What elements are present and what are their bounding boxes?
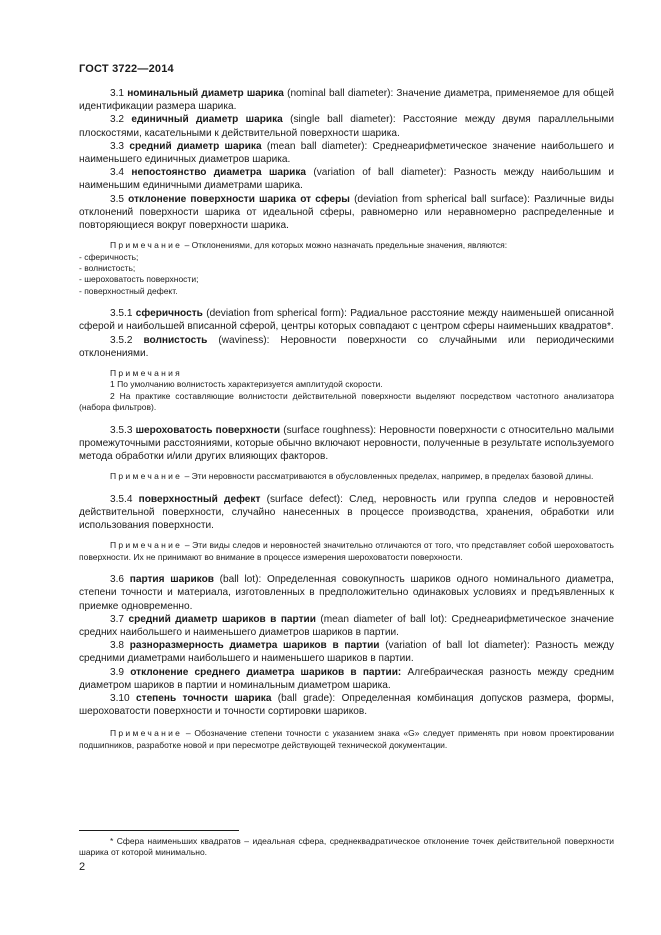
clause-term: единичный диаметр шарика [131,114,283,126]
clause-definition: (nominal ball diameter): Значение диаметра, применяемое для общей идентификации размера шарика. [79,88,614,113]
clause-3-2 [79,113,614,139]
clause-number: 3.8 [110,640,130,652]
footnote-divider [79,830,239,831]
clause-term: отклонение среднего диаметра шариков в партии: [130,666,402,678]
clause-definition: (surface roughness): Неровности поверхности с относительно малыми промежуточными расстояниями, которые обычно включают неровности, полученные в результате используемого метода обработки и/или других влияющих факторов. [79,424,614,463]
note-3-5 [79,240,614,251]
clause-definition: (ball lot): Определенная совокупность шариков одного номинального диаметра, степени точности и материала, изготовленных в предположительно одинаковых условиях и предъявленных к приемке одновременно. [79,574,614,612]
clause-3-5 [79,193,614,233]
clause-3-9 [79,666,614,692]
note-label: Примечание [110,240,183,251]
note-list-item: - шероховатость поверхности; [79,274,199,285]
note-label: Примечание [110,471,183,482]
footnote: * Сфера наименьших квадратов – идеальная сфера, среднеквадратическое отклонение точек действительной поверхности шарика от которой минимально. [79,836,614,858]
clause-number: 3.4 [110,167,132,179]
clause-term: отклонение поверхности шарика от сферы [128,193,350,205]
note-3-10 [79,728,614,751]
clause-term: партия шариков [129,574,214,586]
clause-3-3 [79,140,614,166]
note-text: – Эти неровности рассматриваются в обусловленных пределах, например, в пределах базовой длины. [182,471,594,482]
page-header: ГОСТ 3722—2014 [79,63,174,75]
clause-number: 3.5.2 [110,334,144,346]
clause-term: номинальный диаметр шарика [127,88,284,99]
note-item-1: 1 По умолчанию волнистость характеризуется амплитудой скорости. [110,379,383,390]
clause-definition: (variation of ball lot diameter): Разность между средними диаметрами наибольшего и наименьшего шариков в партии. [79,640,614,665]
note-text: – Обозначение степени точности с указанием знака «G» следует применять при новом проектировании подшипников, разработке новой и при пересмотре действующей технической документации. [79,728,614,750]
note-3-5-3 [79,471,614,482]
note-3-5-4 [79,540,614,563]
note-label: Примечание [110,728,183,739]
note-text: – Отклонениями, для которых можно назначать предельные значения, являются: [182,240,508,251]
note-text: – Эти виды следов и неровностей значительно отличаются от того, что представляет собой шероховатость поверхности. Их не принимают во внимание в процессе измерения шероховатости поверхности. [79,540,614,562]
clause-term: средний диаметр шариков в партии [128,613,316,625]
clause-definition: Алгебраическая разность между средним диаметром шариков в партии и номинальным диаметром шарика. [79,666,615,691]
clause-number: 3.9 [110,666,131,678]
clause-3-8 [79,639,614,665]
clause-term: шероховатость поверхности [135,424,281,436]
clause-number: 3.10 [110,692,137,704]
clause-number: 3.5.3 [110,424,136,436]
note-3-5-2 [79,368,614,379]
clause-3-5-4 [79,493,614,533]
clause-number: 3.5.4 [110,493,139,505]
clause-number: 3.7 [110,613,129,625]
clause-term: средний диаметр шарика [129,140,262,152]
clause-term: волнистость [143,334,208,346]
clause-3-1 [79,87,614,113]
clause-number: 3.5 [110,193,129,205]
clause-definition: (mean diameter of ball lot): Среднеарифметическое значение средних наибольшего и наименьшего диаметров шариков в партии. [79,613,614,638]
clause-3-5-3 [79,424,614,464]
note-list-item: - сферичность; [79,251,139,262]
clause-definition: (variation of ball diameter): Разность между наибольшим и наименьшим единичными диаметрами шарика. [79,167,614,192]
clause-number: 3.6 [110,574,130,586]
clause-number: 3.2 [110,114,132,126]
clause-definition: (waviness): Неровности поверхности со случайными или периодическими отклонениями. [79,334,614,359]
note-list-item: - поверхностный дефект. [79,285,178,296]
clause-number: 3.5.1 [110,308,136,320]
clause-term: поверхностный дефект [138,493,261,505]
clause-term: степень точности шарика [136,692,272,704]
note-list-item: - волнистость; [79,263,136,274]
clause-3-10 [79,692,614,718]
clause-definition: (single ball diameter): Расстояние между двумя параллельными плоскостями, касательными к действительной поверхности шарика. [79,114,615,139]
clause-3-6 [79,573,614,613]
clause-3-7 [79,613,614,639]
clause-definition: (ball grade): Определенная комбинация допусков размера, формы, шероховатости поверхности и точности сортировки шариков. [79,692,614,718]
clause-term: непостоянство диаметра шарика [131,167,307,179]
note-label: Примечание [110,540,183,551]
clause-definition: (deviation from spherical ball surface): Различные виды отклонений поверхности шарика от идеальной сферы, равномерно или неравномерно распределенные и повторяющиеся вокруг поверхности шарика. [79,193,614,232]
clause-3-5-2 [79,334,614,360]
clause-definition: (mean ball diameter): Среднеарифметическое значение наибольшего и наименьшего единичных диаметров шарика. [79,140,615,166]
note-label: Примечания [110,368,183,379]
note-item-2: 2 На практике составляющие волнистости действительной поверхности выделяют посредством частотного анализатора (набора фильтров). [79,390,614,413]
page-number: 2 [79,861,86,873]
clause-term: сферичность [135,308,203,320]
clause-number: 3.3 [110,140,130,152]
clause-definition: (surface defect): След, неровность или группа следов и неровностей действительной поверхности, случайно нанесенных в процессе производства, хранения, обработки или использования поверхности. [79,493,614,532]
clause-term: разноразмерность диаметра шариков в партии [129,640,380,652]
clause-3-5-1 [79,307,614,333]
clause-definition: (deviation from spherical form): Радиальное расстояние между наименьшей описанной сферой и наибольшей вписанной сферой, центры которых совпадают с центром сферы наименьших квадратов*. [79,308,614,333]
clause-number: 3.1 [110,88,128,99]
document-body [79,87,614,751]
clause-3-4 [79,166,614,192]
